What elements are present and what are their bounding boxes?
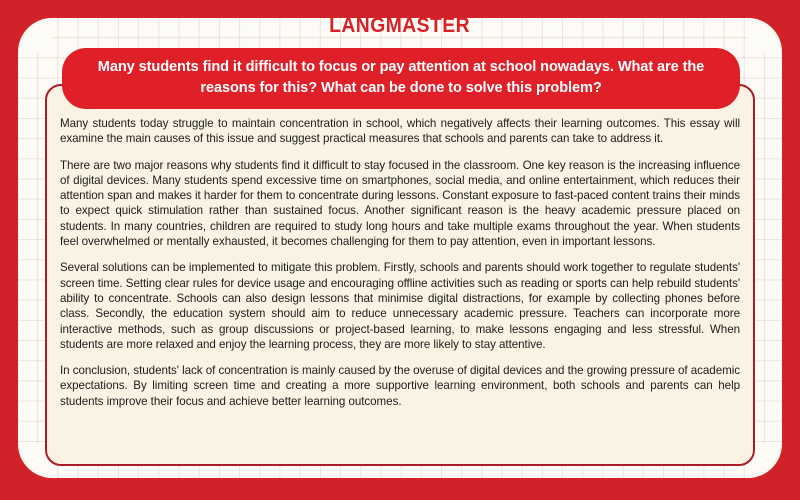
- essay-body: [60, 116, 740, 456]
- essay-paragraph-3: Several solutions can be implemented to mitigate this problem. Firstly, schools and parents should work together to regulate students' screen time. Setting clear rules for device usage and encouraging offline activities such as reading or sports can help rebuild students' ability to concentrate. Schools can also design lessons that minimise digital distractions, for example by collecting phones before class. Secondly, the education system should aim to reduce unnecessary academic pressure. Teachers can incorporate more interactive methods, such as group discussions or project-based learning, to make lessons engaging and less stressful. When students are more relaxed and enjoy the learning process, they are more likely to stay attentive.: [60, 261, 740, 351]
- brand-logo-text: LANGMASTER: [329, 14, 471, 37]
- essay-question-banner: [62, 48, 740, 109]
- brand-logo: [0, 14, 800, 38]
- essay-paragraph-4: In conclusion, students' lack of concentration is mainly caused by the overuse of digital devices and the growing pressure of academic expectations. By limiting screen time and creating a more supportive learning environment, both schools and parents can help students improve their focus and achieve better learning outcomes.: [60, 364, 740, 408]
- essay-paragraph-1: Many students today struggle to maintain concentration in school, which negatively affects their learning outcomes. This essay will examine the main causes of this issue and suggest practical measures that schools and parents can take to address it.: [60, 117, 740, 146]
- essay-paragraph-2: There are two major reasons why students find it difficult to stay focused in the classroom. One key reason is the increasing influence of digital devices. Many students spend excessive time on smartphones, social media, and online entertainment, which reduces their attention span and makes it harder for them to concentrate during lessons. Constant exposure to fast-paced content trains their minds to expect quick stimulation rather than sustained focus. Another significant reason is the heavy academic pressure placed on students. In many countries, children are required to study long hours and take multiple exams throughout the year. When students feel overwhelmed or mentally exhausted, it becomes challenging for them to pay attention, even in important lessons.: [60, 158, 740, 249]
- essay-card: [45, 84, 755, 466]
- essay-question-text: Many students find it difficult to focus or pay attention at school nowadays. What are the reasons for this? What can be done to solve this problem?: [97, 59, 705, 96]
